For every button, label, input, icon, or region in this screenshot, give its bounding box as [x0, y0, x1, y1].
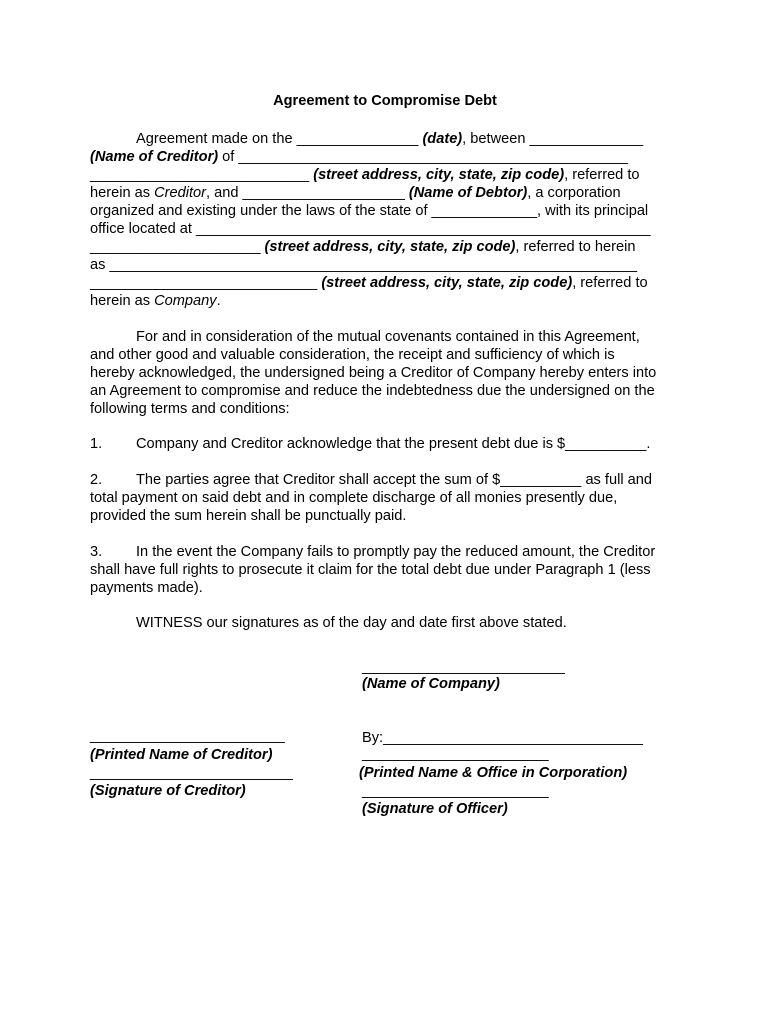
consideration-line: and other good and valuable consideration, the receipt and sufficiency of which is: [90, 347, 615, 363]
preamble-line-1: [136, 130, 643, 148]
paragraph-2-line: The parties agree that Creditor shall accept the sum of $__________ as full and: [136, 472, 652, 488]
consideration-line: For and in consideration of the mutual covenants contained in this Agreement,: [136, 329, 640, 345]
text: .: [216, 293, 221, 309]
company-name-label: (Name of Company): [362, 676, 500, 692]
text: herein as: [90, 185, 155, 201]
preamble-line-7: [90, 238, 635, 256]
officer-printed-name-line: _______________________: [362, 746, 549, 762]
text: herein as: [90, 293, 155, 309]
debtor-name-label: (Name of Debtor): [408, 185, 528, 201]
officer-signature-line: _______________________: [362, 783, 549, 799]
preamble-line-5: organized and existing under the laws of the state of _____________, with its principal: [90, 203, 649, 219]
address-label: (street address, city, state, zip code): [313, 167, 565, 183]
by-line: By:________________________________: [362, 730, 643, 746]
witness-statement: WITNESS our signatures as of the day and date first above stated.: [136, 615, 567, 631]
preamble-line-4: [90, 184, 621, 202]
preamble-line-10: [90, 292, 221, 310]
text: of ________________________________________________: [218, 149, 628, 165]
consideration-line: an Agreement to compromise and reduce the indebtedness due the undersigned on the: [90, 383, 655, 399]
preamble-line-8: as _________________________________________________________________: [90, 257, 638, 273]
text: ___________________________: [90, 167, 314, 183]
company-name-line: _________________________: [362, 659, 565, 675]
text: ____________________________: [90, 275, 322, 291]
text: , referred to: [564, 167, 640, 183]
consideration-line: hereby acknowledged, the undersigned being a Creditor of Company hereby enters into: [90, 365, 657, 381]
text: , a corporation: [527, 185, 621, 201]
creditor-name-label: (Name of Creditor): [90, 149, 219, 165]
text: , between ______________: [462, 131, 644, 147]
preamble-line-2: [90, 148, 628, 166]
paragraph-number: 1.: [90, 436, 103, 452]
company-term: Company: [154, 293, 217, 309]
consideration-line: following terms and conditions:: [90, 401, 290, 417]
creditor-signature-label: (Signature of Creditor): [90, 783, 246, 799]
paragraph-3-line: payments made).: [90, 580, 203, 596]
text: , and ____________________: [206, 185, 409, 201]
paragraph-3-line: shall have full rights to prosecute it claim for the total debt due under Paragraph 1 (less: [90, 562, 651, 578]
officer-signature-label: (Signature of Officer): [362, 801, 508, 817]
paragraph-number: 2.: [90, 472, 103, 488]
paragraph-3-line: In the event the Company fails to promptly pay the reduced amount, the Creditor: [136, 544, 656, 560]
officer-printed-name-label: (Printed Name & Office in Corporation): [359, 765, 628, 781]
address-label: (street address, city, state, zip code): [264, 239, 516, 255]
paragraph-number: 3.: [90, 544, 103, 560]
preamble-line-3: [90, 166, 640, 184]
text: Agreement made on the _______________: [136, 131, 423, 147]
paragraph-1-line: Company and Creditor acknowledge that the present debt due is $__________.: [136, 436, 651, 452]
document-title: Agreement to Compromise Debt: [273, 93, 497, 109]
creditor-term: Creditor: [154, 185, 206, 201]
text: _____________________: [90, 239, 265, 255]
address-label: (street address, city, state, zip code): [321, 275, 573, 291]
preamble-line-6: office located at ________________________________________________________: [90, 221, 651, 237]
preamble-line-9: [90, 274, 648, 292]
creditor-printed-name-line: ________________________: [90, 728, 285, 744]
paragraph-2-line: total payment on said debt and in complete discharge of all monies presently due,: [90, 490, 618, 506]
text: , referred to: [572, 275, 648, 291]
creditor-signature-line: _________________________: [90, 765, 293, 781]
creditor-printed-name-label: (Printed Name of Creditor): [90, 747, 273, 763]
text: , referred to herein: [515, 239, 636, 255]
paragraph-2-line: provided the sum herein shall be punctually paid.: [90, 508, 407, 524]
date-label: (date): [422, 131, 463, 147]
